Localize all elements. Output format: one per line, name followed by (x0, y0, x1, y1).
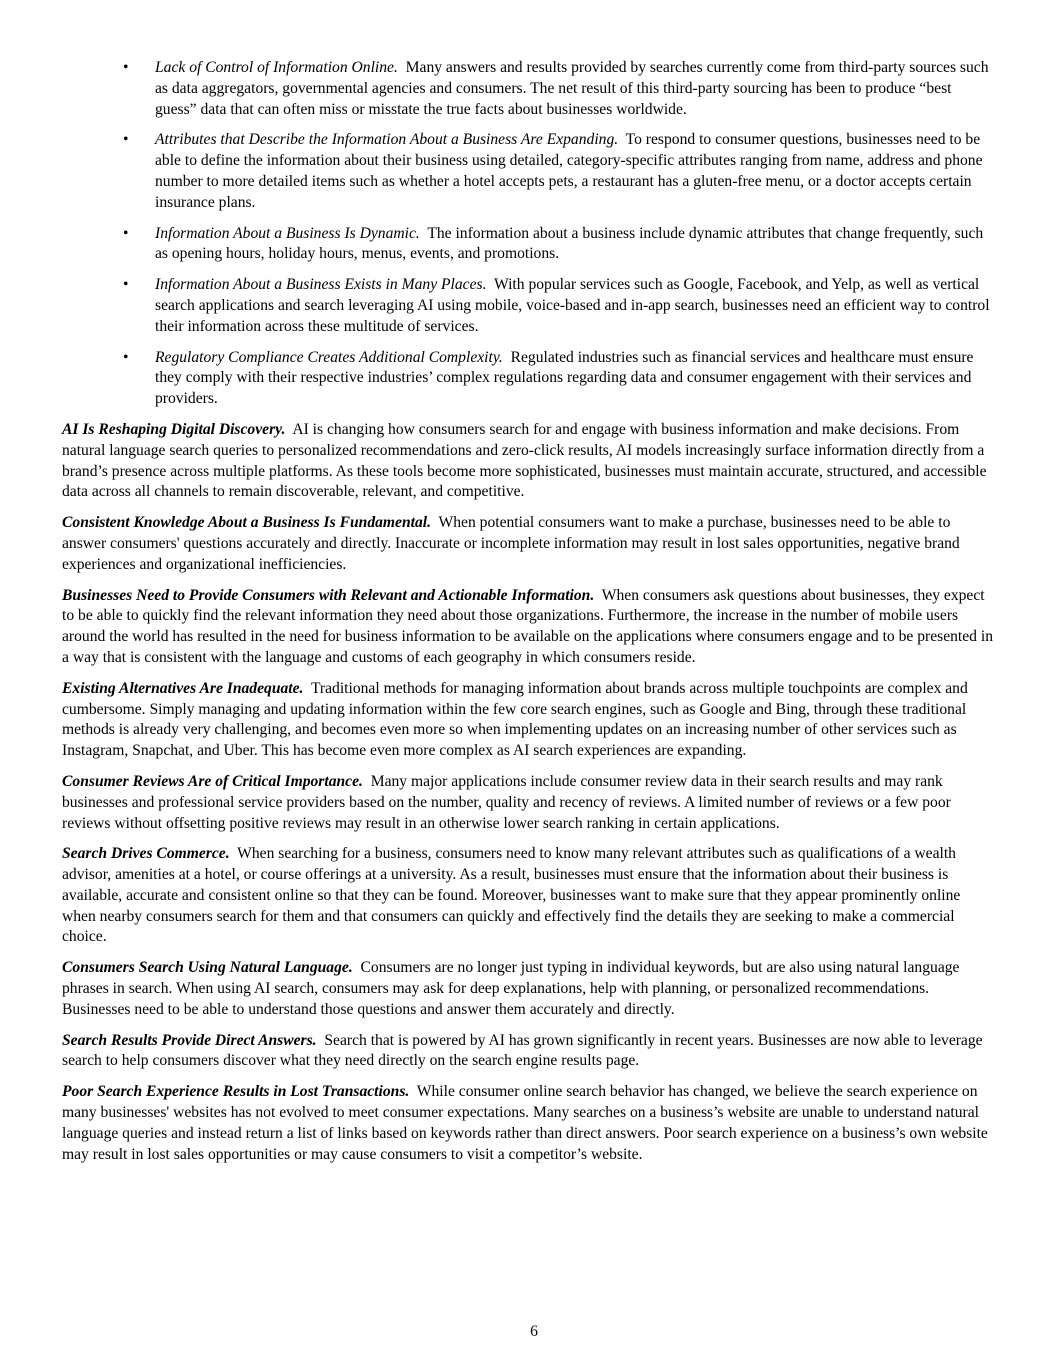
bullet-item (62, 58, 996, 120)
bullet-icon: • (123, 224, 129, 242)
bullet-body: The information about a business include dynamic attributes that change frequently, such as opening hours, holiday hours, menus, events, and promotions. (155, 224, 984, 263)
paragraph-heading: Search Drives Commerce. (62, 845, 230, 863)
paragraph-consistent-knowledge (62, 513, 996, 575)
bullet-icon: • (123, 59, 129, 76)
paragraph-consumer-reviews (62, 772, 996, 834)
paragraph-body: When searching for a business, consumers need to know many relevant attributes such as qualifications of a wealth advisor, amenities at a hotel, or course offerings at a university. As a result, businesses must ensure that the information about their business is available, accurate and consistent online so that they can be found. Moreover, businesses want to make sure that they appear prominently online when nearby consumers search for them and that consumers can quickly and effectively find the details they are seeking to make a commercial choice. (62, 845, 961, 946)
paragraph-relevant-information (62, 586, 996, 669)
paragraph-body: Search that is powered by AI has grown significantly in recent years. Businesses are now able to leverage search to help consumers discover what they need directly on the search engine results page. (62, 1031, 983, 1070)
bullet-heading: Information About a Business Exists in Many Places. (155, 276, 487, 294)
paragraph-search-commerce (62, 844, 996, 948)
paragraph-existing-alternatives (62, 679, 996, 762)
bullet-heading: Lack of Control of Information Online. (155, 59, 398, 76)
paragraph-body: While consumer online search behavior has changed, we believe the search experience on many businesses' websites has not evolved to meet consumer expectations. Many searches on a business’s website are unable to understand natural language queries and instead return a list of links based on keywords rather than direct answers. Poor search experience on a business’s own website may result in lost sales opportunities or may cause consumers to visit a competitor’s website. (62, 1083, 988, 1163)
bullet-heading: Information About a Business Is Dynamic. (155, 224, 420, 242)
bullet-body: To respond to consumer questions, businesses need to be able to define the information about their business using detailed, category-specific attributes ranging from name, address and phone number to more detailed items such as whether a hotel accepts pets, a restaurant has a gluten-free menu, or a doctor accepts certain insurance plans. (155, 131, 983, 211)
bullet-item (62, 130, 996, 213)
bullet-icon: • (123, 131, 129, 149)
paragraph-heading: Poor Search Experience Results in Lost Transactions. (62, 1083, 410, 1101)
paragraph-direct-answers (62, 1031, 996, 1073)
paragraph-body: Many major applications include consumer review data in their search results and may rank businesses and professional service providers based on the number, quality and recency of reviews. A limited number of reviews or a few poor reviews without offsetting positive reviews may result in an otherwise lower search ranking in certain applications. (62, 772, 951, 832)
bullet-item (62, 275, 996, 337)
paragraph-heading: AI Is Reshaping Digital Discovery. (62, 420, 286, 438)
paragraph-heading: Consistent Knowledge About a Business Is Fundamental. (62, 514, 432, 532)
bullet-body: With popular services such as Google, Facebook, and Yelp, as well as vertical search applications and search leveraging AI using mobile, voice-based and in-app search, businesses need an efficient way to control their information across these multitude of services. (155, 276, 990, 335)
paragraph-body: AI is changing how consumers search for and engage with business information and make decisions. From natural language search queries to personalized recommendations and zero-click results, AI models increasingly surface information directly from a brand’s presence across multiple platforms. As these tools become more sophisticated, businesses must maintain accurate, structured, and accessible data across all channels to remain discoverable, relevant, and competitive. (62, 420, 987, 501)
bullet-heading: Regulatory Compliance Creates Additional Complexity. (155, 348, 503, 366)
paragraph-ai-reshaping (62, 420, 996, 503)
bullet-body: Many answers and results provided by searches currently come from third-party sources such as data aggregators, governmental agencies and consumers. The net result of this third-party sourcing has been to produce “best guess” data that can often miss or misstate the true facts about businesses worldwide. (155, 59, 989, 118)
paragraph-heading: Existing Alternatives Are Inadequate. (62, 679, 304, 697)
paragraph-heading: Businesses Need to Provide Consumers with Relevant and Actionable Information. (62, 586, 595, 604)
bullet-heading: Attributes that Describe the Information About a Business Are Expanding. (155, 131, 619, 149)
paragraph-heading: Consumer Reviews Are of Critical Importance. (62, 772, 363, 790)
paragraph-heading: Search Results Provide Direct Answers. (62, 1031, 317, 1049)
paragraph-body: When consumers ask questions about businesses, they expect to be able to quickly find the relevant information they need about those organizations. Furthermore, the increase in the number of mobile users around the world has resulted in the need for business information to be available on the applications where consumers engage and to be presented in a way that is consistent with the language and customs of each geography in which consumers reside. (62, 586, 994, 666)
bullet-body: Regulated industries such as financial services and healthcare must ensure they comply with their respective industries’ complex regulations regarding data and consumer engagement with their services and providers. (155, 348, 974, 408)
bullet-list (62, 58, 996, 410)
bullet-icon: • (123, 348, 129, 366)
document-page (62, 58, 996, 1175)
bullet-item (62, 224, 996, 266)
paragraph-body: Consumers are no longer just typing in individual keywords, but are also using natural language phrases in search. When using AI search, consumers may ask for deep explanations, help with planning, or personalized recommendations. Businesses need to be able to understand those questions and answer them accurately and directly. (62, 959, 960, 1018)
bullet-icon: • (123, 276, 129, 294)
paragraph-body: When potential consumers want to make a purchase, businesses need to be able to answer consumers' questions accurately and directly. Inaccurate or incomplete information may result in lost sales opportunities, negative brand experiences and organizational inefficiencies. (62, 514, 960, 573)
page-number: 6 (530, 1323, 538, 1340)
paragraph-natural-language (62, 958, 996, 1020)
paragraph-poor-search (62, 1082, 996, 1165)
paragraph-body: Traditional methods for managing information about brands across multiple touchpoints are complex and cumbersome. Simply managing and updating information within the few core search engines, such as Google and Bing, through these traditional methods is already very challenging, and becomes even more so when implementing updates on an increasing number of other services such as Instagram, Snapchat, and Uber. This has become even more complex as AI search experiences are expanding. (62, 679, 968, 760)
bullet-item (62, 348, 996, 410)
paragraph-heading: Consumers Search Using Natural Language. (62, 959, 353, 977)
